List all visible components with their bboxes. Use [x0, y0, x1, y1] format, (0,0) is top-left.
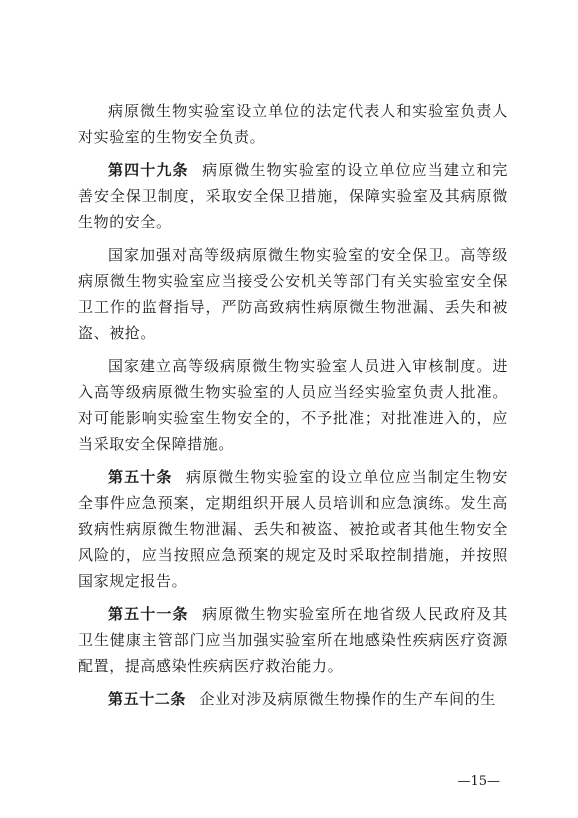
article-heading: 第五十条: [108, 468, 173, 486]
paragraph-5: [78, 464, 508, 594]
paragraph-2: [78, 157, 508, 235]
paragraph-text: 企业对涉及病原微生物操作的生产车间的生: [199, 690, 496, 708]
article-heading: 第四十九条: [108, 161, 189, 179]
paragraph-6: [78, 601, 508, 679]
document-body: [78, 98, 508, 712]
paragraph-text: 病原微生物实验室的设立单位应当建立和完善安全保卫制度，采取安全保卫措施，保障实验室及其病原微生物的安全。: [78, 161, 508, 231]
paragraph-text: 国家加强对高等级病原微生物实验室的安全保卫。高等级病原微生物实验室应当接受公安机关等部门有关实验室安全保卫工作的监督指导，严防高致病性病原微生物泄漏、丢失和被盗、被抢。: [78, 246, 508, 342]
paragraph-4: [78, 353, 508, 457]
paragraph-text: 病原微生物实验室的设立单位应当制定生物安全事件应急预案，定期组织开展人员培训和应急演练。发生高致病性病原微生物泄漏、丢失和被盗、被抢或者其他生物安全风险的，应当按照应急预案的规定及时采取控制措施，并按照国家规定报告。: [78, 468, 508, 590]
article-heading: 第五十二条: [108, 690, 187, 708]
paragraph-text: 病原微生物实验室所在地省级人民政府及其卫生健康主管部门应当加强实验室所在地感染性疾病医疗资源配置，提高感染性疾病医疗救治能力。: [78, 605, 508, 675]
paragraph-7: [78, 686, 508, 712]
paragraph-text: 国家建立高等级病原微生物实验室人员进入审核制度。进入高等级病原微生物实验室的人员应当经实验室负责人批准。对可能影响实验室生物安全的，不予批准；对批准进入的，应当采取安全保障措施。: [78, 357, 508, 453]
page-number: —15—: [457, 774, 500, 789]
paragraph-text: 病原微生物实验室设立单位的法定代表人和实验室负责人对实验室的生物安全负责。: [78, 102, 508, 146]
paragraph-1: [78, 98, 508, 150]
paragraph-3: [78, 242, 508, 346]
article-heading: 第五十一条: [108, 605, 189, 623]
